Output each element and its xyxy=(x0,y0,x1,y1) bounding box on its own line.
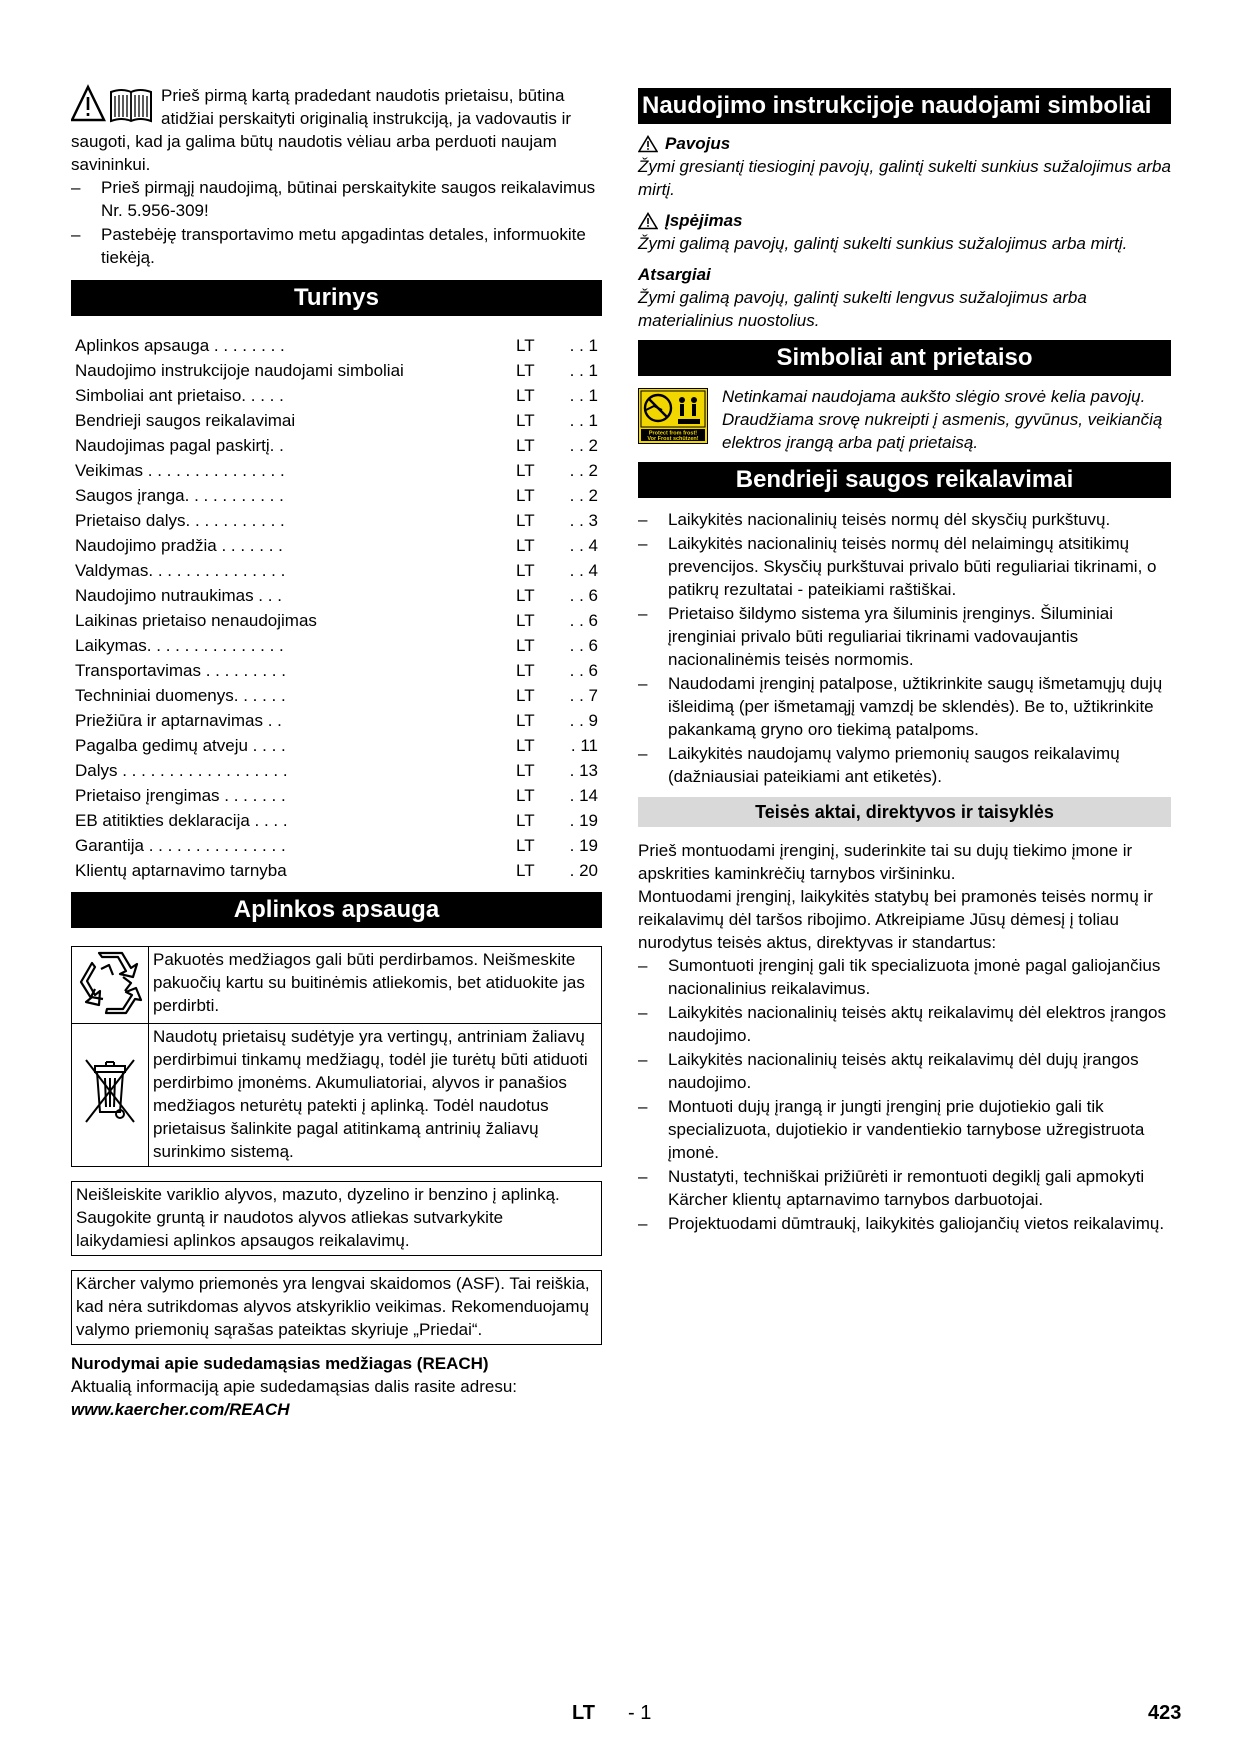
oil-notice-box xyxy=(71,1181,602,1256)
toc-entry-language: LT xyxy=(516,586,535,605)
toc-entry-page: . . 2 xyxy=(569,486,598,505)
toc-entry-page: . 11 xyxy=(570,736,598,755)
toc-entry-language: LT xyxy=(516,786,535,805)
toc-entry-language: LT xyxy=(516,461,535,480)
toc-row[interactable] xyxy=(75,459,606,484)
weee-icon-cell xyxy=(72,1024,149,1167)
toc-row[interactable] xyxy=(75,434,606,459)
toc-entry-page: . . 6 xyxy=(569,636,598,655)
warning-title xyxy=(638,209,1171,232)
toc-entry-language: LT xyxy=(516,711,535,730)
toc-entry-page: . . 2 xyxy=(569,436,598,455)
footer-language: LT xyxy=(572,1702,595,1724)
asf-notice-box xyxy=(71,1270,602,1345)
asf-notice-text: Kärcher valymo priemonės yra lengvai skaidomos (ASF). Tai reiškia, kad nėra sutrikdomas alyvos atskyriklio veikimas. Rekomenduojamų valymo priemonių sąrašas pateiktas skyriuje „Priedai“. xyxy=(76,1274,590,1339)
toc-entry-title: Aplinkos apsauga . . . . . . . . xyxy=(75,336,285,355)
reach-title: Nurodymai apie sudedamąsias medžiagas (REACH) xyxy=(71,1354,489,1373)
toc-entry-title: EB atitikties deklaracija . . . . xyxy=(75,811,288,830)
toc-entry-page: . . 6 xyxy=(569,586,598,605)
recycle-icon xyxy=(75,947,145,1017)
intro-list xyxy=(71,176,602,269)
list-item: – Laikykitės naudojamų valymo priemonių saugos reikalavimų (dažniausiai pateikiami ant etiketės). xyxy=(638,742,1171,788)
read-manual-warning-icon xyxy=(71,84,156,126)
toc-entry-language: LT xyxy=(516,861,535,880)
list-item: – Laikykitės nacionalinių teisės normų dėl nelaimingų atsitikimų prevencijos. Skysčių purkštuvai privalo būti reguliariai tikrinami, o patikrų rezultatai - pateikiami raštiškai. xyxy=(638,532,1171,601)
toc-row[interactable] xyxy=(75,734,606,759)
toc-heading: Turinys xyxy=(71,280,602,316)
toc-entry-language: LT xyxy=(516,836,535,855)
toc-entry-title: Naudojimo instrukcijoje naudojami simboliai xyxy=(75,361,404,380)
toc-row[interactable] xyxy=(75,384,606,409)
right-column xyxy=(638,84,1171,1236)
recycle-text: Pakuotės medžiagos gali būti perdirbamos. Neišmeskite pakuočių kartu su buitinėmis atliekomis, bet atiduokite jas perdirbti. xyxy=(149,947,602,1024)
device-symbol-text: Netinkamai naudojama aukšto slėgio srovė kelia pavojų. Draudžiama srovę nukreipti į asmenis, gyvūnus, veikiančią elektros įrangą arba patį prietaisą. xyxy=(722,387,1163,452)
toc-entry-title: Dalys . . . . . . . . . . . . . . . . . . xyxy=(75,761,288,780)
list-item: – Laikykitės nacionalinių teisės aktų reikalavimų dėl dujų įrangos naudojimo. xyxy=(638,1048,1171,1094)
list-item: – Pastebėję transportavimo metu apgadintas detales, informuokite tiekėją. xyxy=(71,223,602,269)
toc-row[interactable] xyxy=(75,759,606,784)
intro-section xyxy=(71,84,602,269)
device-symbols-heading: Simboliai ant prietaiso xyxy=(638,340,1171,376)
weee-text: Naudotų prietaisų sudėtyje yra vertingų, antriniam žaliavų perdirbimui tinkamų medžiagų, todėl jie turėtų būti atiduoti perdirbimo įmonėms. Akumuliatoriai, alyvos ir panašios medžiagos neturėtų patekti į aplinką. Todėl naudotus prietaisus šalinkite pagal atitinkamą antrinių žaliavų surinkimo sistemą. xyxy=(149,1024,602,1167)
list-item: – Laikykitės nacionalinių teisės aktų reikalavimų dėl elektros įrangos naudojimo. xyxy=(638,1001,1171,1047)
decal-text-1: Protect from frost! xyxy=(648,430,698,437)
toc-entry-page: . . 4 xyxy=(569,536,598,555)
toc-row[interactable] xyxy=(75,409,606,434)
toc-row[interactable] xyxy=(75,584,606,609)
toc-entry-title: Pagalba gedimų atveju . . . . xyxy=(75,736,286,755)
toc-row[interactable] xyxy=(75,359,606,384)
toc-entry-language: LT xyxy=(516,536,535,555)
decal-text-2: Vor Frost schützen! xyxy=(647,436,699,442)
list-item: – Nustatyti, techniškai prižiūrėti ir remontuoti degiklį gali apmokyti Kärcher klientų aptarnavimo tarnybos darbuotojai. xyxy=(638,1165,1171,1211)
toc-entry-title: Techniniai duomenys. . . . . . xyxy=(75,686,286,705)
toc-entry-page: . 19 xyxy=(569,836,598,855)
toc-entry-language: LT xyxy=(516,511,535,530)
caution-title xyxy=(638,263,1171,286)
list-item: – Laikykitės nacionalinių teisės normų dėl skysčių purkštuvų. xyxy=(638,508,1171,531)
toc-entry-page: . 20 xyxy=(569,861,598,880)
toc-entry-page: . . 7 xyxy=(569,686,598,705)
toc-row[interactable] xyxy=(75,509,606,534)
toc-entry-title: Valdymas. . . . . . . . . . . . . . . xyxy=(75,561,286,580)
toc-entry-language: LT xyxy=(516,361,535,380)
toc-entry-page: . . 6 xyxy=(569,611,598,630)
intro-lead-text: Prieš pirmą kartą pradedant naudotis prietaisu, būtina atidžiai perskaityti originalią instrukciją, ja vadovautis ir saugoti, kad ja galima būtų naudotis vėliau arba perduoti naujam savininkui. xyxy=(71,86,572,174)
regulations-para2: Montuodami įrenginį, laikykitės statybų bei pramonės teisės normų ir reikalavimų dėl taršos ribojimo. Atkreipiame Jūsų dėmesį į toliau nurodytus teisės aktus, direktyvas ir standartus: xyxy=(638,887,1153,952)
toc-row[interactable] xyxy=(75,334,606,359)
warning-triangle-icon xyxy=(638,212,658,230)
warning-triangle-icon xyxy=(638,135,658,153)
toc-row[interactable] xyxy=(75,534,606,559)
toc-entry-title: Priežiūra ir aptarnavimas . . xyxy=(75,711,282,730)
toc-entry-language: LT xyxy=(516,611,535,630)
footer-page-number: 423 xyxy=(1148,1702,1182,1724)
toc-entry-title: Naudojimo pradžia . . . . . . . xyxy=(75,536,283,555)
table-row xyxy=(72,947,602,1024)
list-item: – Naudodami įrenginį patalpose, užtikrinkite saugų išmetamųjų dujų išleidimą (per išmetamąjį vamzdį be sklendės). Be to, užtikrinkite pakankamą gryno oro tiekimą patalpoms. xyxy=(638,672,1171,741)
toc-entry-title: Prietaiso dalys. . . . . . . . . . . xyxy=(75,511,285,530)
toc-row[interactable] xyxy=(75,784,606,809)
warning-and-manual-icons xyxy=(71,84,156,126)
oil-notice-text: Neišleiskite variklio alyvos, mazuto, dyzelino ir benzino į aplinką. Saugokite gruntą ir naudotos alyvos atliekas sutvarkykite laikydamiesi aplinkos apsaugos reikalavimų. xyxy=(76,1185,560,1250)
safety-heading: Bendrieji saugos reikalavimai xyxy=(638,462,1171,498)
footer-section-page: - 1 xyxy=(628,1702,652,1724)
toc-entry-page: . . 9 xyxy=(569,711,598,730)
toc-entry-page: . . 6 xyxy=(569,661,598,680)
toc-entry-language: LT xyxy=(516,661,535,680)
toc-row[interactable] xyxy=(75,684,606,709)
list-item: – Montuoti dujų įrangą ir jungti įrenginį prie dujotiekio gali tik specializuota, dujotiekio ir vandentiekio tarnybose užregistruota įmonė. xyxy=(638,1095,1171,1164)
toc-entry-title: Naudojimas pagal paskirtį. . xyxy=(75,436,284,455)
toc-entry-language: LT xyxy=(516,686,535,705)
toc-entry-language: LT xyxy=(516,336,535,355)
toc-row[interactable] xyxy=(75,834,606,859)
toc-row[interactable] xyxy=(75,484,606,509)
toc-entry-language: LT xyxy=(516,736,535,755)
toc-entry-title: Prietaiso įrengimas . . . . . . . xyxy=(75,786,286,805)
toc-entry-page: . . 1 xyxy=(569,361,598,380)
toc-row[interactable] xyxy=(75,709,606,734)
toc-entry-title: Bendrieji saugos reikalavimai xyxy=(75,411,296,430)
symbols-heading: Naudojimo instrukcijoje naudojami simboliai xyxy=(638,88,1171,124)
toc-entry-title: Simboliai ant prietaiso. . . . . xyxy=(75,386,284,405)
recycle-icon-cell xyxy=(72,947,149,1024)
toc-entry-language: LT xyxy=(516,436,535,455)
table-of-contents xyxy=(75,334,606,884)
toc-row[interactable] xyxy=(75,809,606,834)
toc-row[interactable] xyxy=(75,859,606,884)
toc-entry-language: LT xyxy=(516,386,535,405)
list-item: – Sumontuoti įrenginį gali tik specializuota įmonė pagal galiojančius nacionalinius reikalavimus. xyxy=(638,954,1171,1000)
toc-row[interactable] xyxy=(75,609,606,634)
toc-entry-title: Naudojimo nutraukimas . . . xyxy=(75,586,282,605)
reach-text: Aktualią informaciją apie sudedamąsias dalis rasite adresu: xyxy=(71,1377,518,1396)
regulations-heading: Teisės aktai, direktyvos ir taisyklės xyxy=(638,797,1171,827)
toc-entry-page: . . 2 xyxy=(569,461,598,480)
toc-entry-title: Transportavimas . . . . . . . . . xyxy=(75,661,286,680)
toc-entry-language: LT xyxy=(516,636,535,655)
left-column xyxy=(71,84,602,1421)
list-item: – Projektuodami dūmtraukį, laikykitės galiojančių vietos reikalavimų. xyxy=(638,1212,1171,1235)
toc-entry-title: Veikimas . . . . . . . . . . . . . . . xyxy=(75,461,285,480)
danger-text: Žymi gresiantį tiesioginį pavojų, galintį sukelti sunkius sužalojimus arba mirtį. xyxy=(638,157,1171,199)
toc-entry-page: . . 1 xyxy=(569,411,598,430)
safety-list xyxy=(638,508,1171,788)
toc-entry-title: Klientų aptarnavimo tarnyba xyxy=(75,861,287,880)
toc-entry-language: LT xyxy=(516,411,535,430)
toc-entry-title: Garantija . . . . . . . . . . . . . . . xyxy=(75,836,286,855)
caution-text: Žymi galimą pavojų, galintį sukelti lengvus sužalojimus arba materialinius nuostolius. xyxy=(638,288,1087,330)
device-symbol-row xyxy=(638,385,1171,454)
toc-entry-page: . . 3 xyxy=(569,511,598,530)
toc-entry-page: . 14 xyxy=(569,786,598,805)
toc-entry-page: . . 4 xyxy=(569,561,598,580)
list-item: – Prietaiso šildymo sistema yra šiluminis įrenginys. Šiluminiai įrenginiai privalo būti reguliariai tikrinami vadovaujantis nacionalinėmis teisės normomis. xyxy=(638,602,1171,671)
toc-entry-language: LT xyxy=(516,561,535,580)
toc-entry-language: LT xyxy=(516,486,535,505)
crossed-out-bin-icon xyxy=(80,1052,140,1132)
toc-entry-language: LT xyxy=(516,811,535,830)
toc-entry-title: Laikinas prietaiso nenaudojimas xyxy=(75,611,317,630)
toc-entry-language: LT xyxy=(516,761,535,780)
regulations-para1: Prieš montuodami įrenginį, suderinkite tai su dujų tiekimo įmone ir apskrities kaminkrėčių tarnybos viršininku. xyxy=(638,841,1133,883)
danger-label: Pavojus xyxy=(665,134,731,153)
environment-table xyxy=(71,946,602,1167)
toc-entry-title: Laikymas. . . . . . . . . . . . . . . xyxy=(75,636,284,655)
caution-label: Atsargiai xyxy=(638,265,711,284)
toc-entry-page: . 19 xyxy=(569,811,598,830)
table-row xyxy=(72,1024,602,1167)
environment-heading: Aplinkos apsauga xyxy=(71,892,602,928)
toc-entry-page: . . 1 xyxy=(569,336,598,355)
warning-label: Įspėjimas xyxy=(665,211,743,230)
toc-row[interactable] xyxy=(75,559,606,584)
regulations-list xyxy=(638,954,1171,1235)
high-pressure-jet-icon xyxy=(638,388,708,444)
toc-row[interactable] xyxy=(75,634,606,659)
toc-entry-page: . . 1 xyxy=(569,386,598,405)
warning-text: Žymi galimą pavojų, galintį sukelti sunkius sužalojimus arba mirtį. xyxy=(638,234,1128,253)
danger-title xyxy=(638,132,1171,155)
reach-link[interactable]: www.kaercher.com/REACH xyxy=(71,1400,290,1419)
high-pressure-warning-decal xyxy=(638,388,708,444)
list-item: – Prieš pirmąjį naudojimą, būtinai perskaitykite saugos reikalavimus Nr. 5.956-309! xyxy=(71,176,602,222)
toc-row[interactable] xyxy=(75,659,606,684)
toc-entry-title: Saugos įranga. . . . . . . . . . . xyxy=(75,486,284,505)
toc-entry-page: . 13 xyxy=(569,761,598,780)
